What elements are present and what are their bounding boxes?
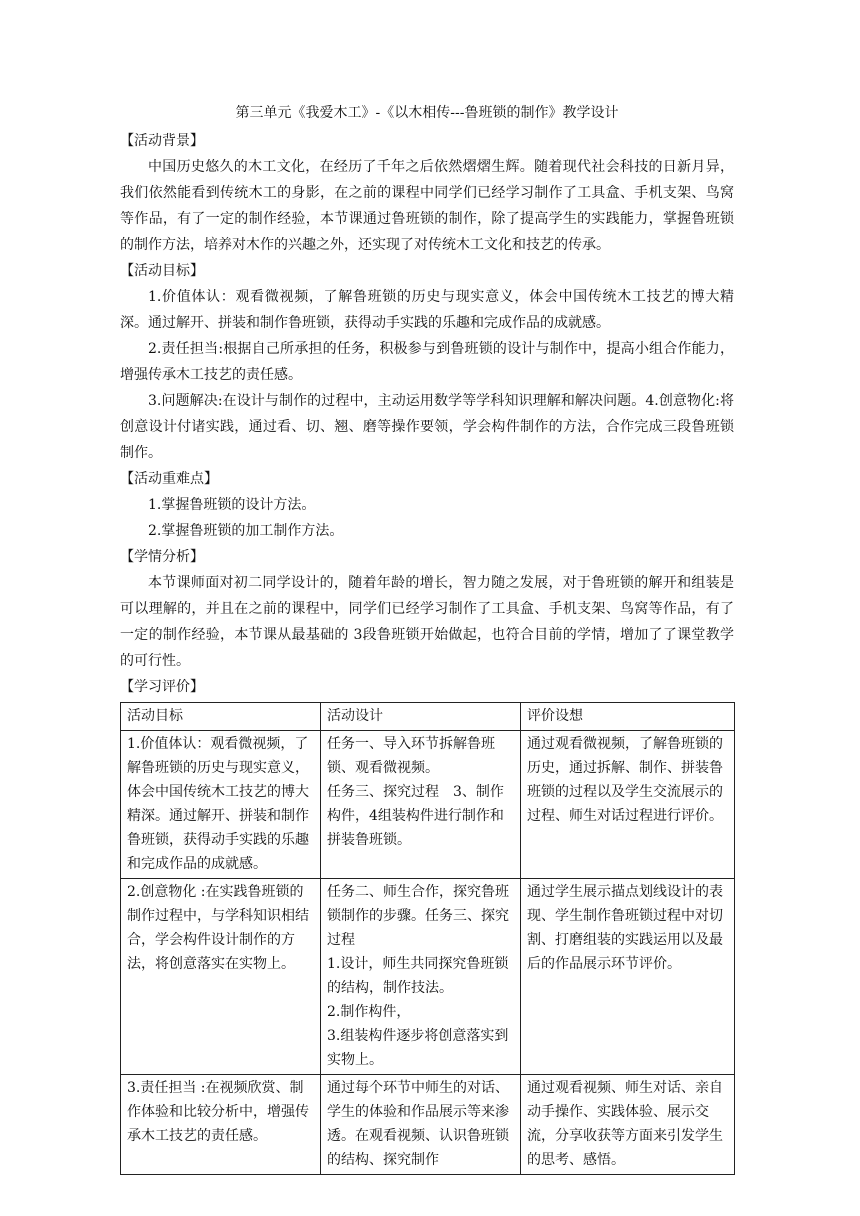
document-title: 第三单元《我爱木工》-《以木相传---鲁班锁的制作》教学设计 (235, 105, 619, 121)
goal-paragraph-2: 2.责任担当:根据自己所承担的任务，积极参与到鲁班锁的设计与制作中，提高小组合作能力，增强传承木工技艺的责任感。 (120, 341, 734, 383)
design-text: 1.设计，师生共同探究鲁班锁的结构，制作技法。 (327, 956, 509, 996)
design-text: 任务三、探究过程 3、制作构件，4组装构件进行制作和拼装鲁班锁。 (327, 784, 504, 848)
design-cell (321, 731, 521, 879)
goal-text: 1.价值体认：观看微视频，了解鲁班锁的历史与现实意义，体会中国传统木工技艺的博大精深。通过解开、拼装和制作鲁班锁，获得动手实践的乐趣和完成作品的成就感。 (127, 736, 309, 872)
goal-paragraph-1: 1.价值体认：观看微视频，了解鲁班锁的历史与现实意义，体会中国传统木工技艺的博大精深。通过解开、拼装和制作鲁班锁，获得动手实践的乐趣和完成作品的成就感。 (120, 289, 734, 331)
heading-goals: 【活动目标】 (120, 263, 204, 279)
goal-text: 2.创意物化 :在实践鲁班锁的制作过程中，与学科知识相结合，学会构件设计制作的方法，将创意落实在实物上。 (127, 884, 309, 972)
heading-background: 【活动背景】 (120, 133, 204, 149)
design-cell (321, 1075, 521, 1175)
assessment-cell (521, 879, 735, 1075)
goal-cell (121, 879, 321, 1075)
assessment-text: 通过学生展示描点划线设计的表现、学生制作鲁班锁过程中对切割、打磨组装的实践运用以及最后的作品展示环节评价。 (527, 884, 723, 972)
design-text: 任务一、导入环节拆解鲁班锁、观看微视频。 (327, 736, 495, 776)
heading-analysis: 【学情分析】 (120, 549, 204, 565)
design-text: 通过每个环节中师生的对话、学生的体验和作品展示等来渗透。在观看视频、认识鲁班锁的结构、探究制作 (327, 1080, 509, 1168)
analysis-paragraph: 本节课师面对初二同学设计的，随着年龄的增长，智力随之发展，对于鲁班锁的解开和组装是可以理解的，并且在之前的课程中，同学们已经学习制作了工具盒、手机支架、鸟窝等作品，有了一定的制作经验，本节课从最基础的 3段鲁班锁开始做起，也符合目前的学情，增加了了课堂教学的可行性。 (120, 575, 734, 669)
header-goal: 活动目标 (121, 703, 321, 731)
design-cell (321, 879, 521, 1075)
design-text: 任务二、师生合作，探究鲁班锁制作的步骤。任务三、探究过程 (327, 884, 509, 948)
assessment-cell (521, 1075, 735, 1175)
heading-key-points: 【活动重难点】 (120, 471, 218, 487)
evaluation-table (120, 702, 735, 1175)
heading-evaluation: 【学习评价】 (120, 679, 204, 695)
assessment-text: 通过观看视频、师生对话、亲自动手操作、实践体验、展示交流，分享收获等方面来引发学生的思考、感悟。 (527, 1080, 723, 1168)
header-assessment: 评价设想 (521, 703, 735, 731)
table-row (121, 731, 735, 879)
header-design: 活动设计 (321, 703, 521, 731)
goal-paragraph-3: 3.问题解决:在设计与制作的过程中，主动运用数学等学科知识理解和解决问题。4.创意物化:将创意设计付诸实践，通过看、切、翘、磨等操作要领，学会构件制作的方法，合作完成三段鲁班锁制作。 (120, 393, 734, 461)
assessment-cell (521, 731, 735, 879)
table-header-row (121, 703, 735, 731)
goal-text: 3.责任担当 :在视频欣赏、制作体验和比较分析中，增强传承木工技艺的责任感。 (127, 1080, 309, 1144)
table-row (121, 1075, 735, 1175)
design-text: 3.组装构件逐步将创意落实到实物上。 (327, 1028, 509, 1068)
design-text: 2.制作构件， (327, 1004, 411, 1020)
key-point-1: 1.掌握鲁班锁的设计方法。 (148, 497, 316, 513)
assessment-text: 通过观看微视频，了解鲁班锁的历史，通过拆解、制作、拼装鲁班锁的过程以及学生交流展示的过程、师生对话过程进行评价。 (527, 736, 723, 824)
key-point-2: 2.掌握鲁班锁的加工制作方法。 (148, 523, 344, 539)
document-page (120, 100, 734, 1175)
background-paragraph: 中国历史悠久的木工文化，在经历了千年之后依然熠熠生辉。随着现代社会科技的日新月异，我们依然能看到传统木工的身影，在之前的课程中同学们已经学习制作了工具盒、手机支架、鸟窝等作品，有了一定的制作经验，本节课通过鲁班锁的制作，除了提高学生的实践能力，掌握鲁班锁的制作方法，培养对木作的兴趣之外，还实现了对传统木工文化和技艺的传承。 (120, 159, 734, 253)
table-row (121, 879, 735, 1075)
goal-cell (121, 1075, 321, 1175)
goal-cell (121, 731, 321, 879)
